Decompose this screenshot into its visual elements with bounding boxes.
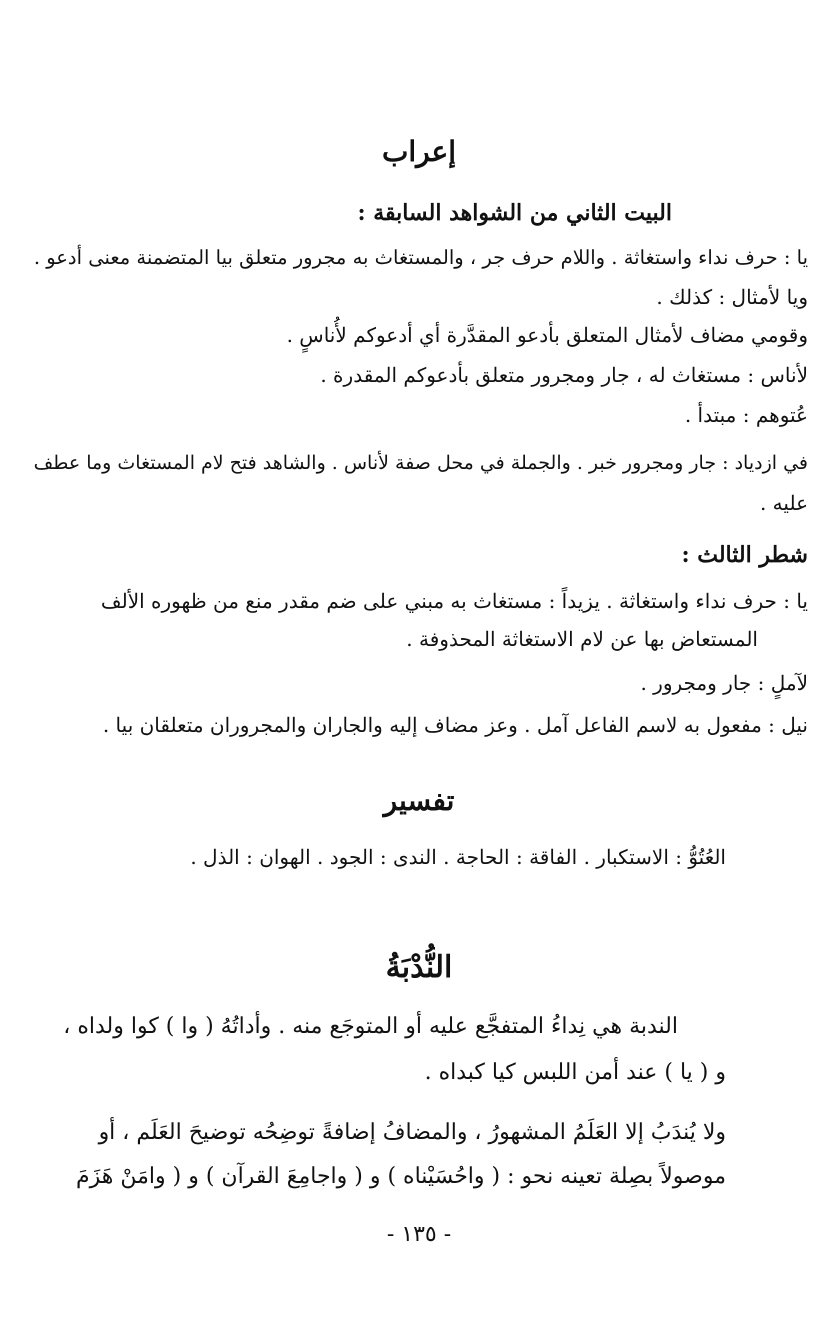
tafsir-line: العُتُوُّ : الاستكبار . الفاقة : الحاجة . الندى : الجود . الهوان : الذل .: [190, 845, 726, 869]
irab-line-6: في ازدياد : جار ومجرور خبر . والجملة في محل صفة لأناس . والشاهد فتح لام المستغاث وما عطف: [33, 452, 808, 474]
nudba-para2-line1: ولا يُندَبُ إلا العَلَمُ المشهورُ ، والمضافُ إضافةً توضِحُه توضيحَ العَلَم ، أو: [98, 1120, 726, 1145]
third-line-4: نيل : مفعول به لاسم الفاعل آمل . وعز مضاف إليه والجاران والمجروران متعلقان بيا .: [102, 713, 808, 737]
third-hemistich-heading: شطر الثالث :: [681, 542, 808, 568]
nudba-para1-line1: الندبة هي نِداءُ المتفجَّع عليه أو المتوجَع منه . وأداتُهُ ( وا ) كوا ولداه ،: [63, 1014, 678, 1039]
nudba-para1-line2: و ( يا ) عند أمن اللبس كيا كبداه .: [424, 1060, 726, 1085]
irab-line-5: عُتوهم : مبتدأ .: [684, 403, 808, 427]
irab-subheading: البيت الثاني من الشواهد السابقة :: [357, 200, 672, 226]
third-line-2: المستعاض بها عن لام الاستغاثة المحذوفة .: [406, 627, 758, 651]
third-line-1: يا : حرف نداء واستغاثة . يزيداً : مستغاث به مبني على ضم مقدر منع من ظهوره الألف: [100, 589, 808, 613]
irab-line-7: عليه .: [759, 491, 808, 515]
irab-line-1: يا : حرف نداء واستغاثة . واللام حرف جر ، والمستغاث به مجرور متعلق بيا المتضمنة معنى أدعو .: [33, 246, 808, 269]
third-line-3: لآملٍ : جار ومجرور .: [640, 671, 808, 695]
irab-line-3: وقومي مضاف لأمثال المتعلق بأدعو المقدَّرة أي أدعوكم لأُناسٍ .: [286, 323, 808, 347]
tafsir-heading: تفسير: [383, 784, 455, 817]
nudba-para2-line2: موصولاً بصِلة تعينه نحو : ( واحُسَيْناه ) و ( واجامِعَ القرآن ) و ( وامَنْ هَزَمَ: [76, 1164, 726, 1189]
page-number: - ١٣٥ -: [386, 1222, 452, 1247]
nudba-heading: النُّدْبَةُ: [385, 950, 453, 985]
irab-line-4: لأناس : مستغاث له ، جار ومجرور متعلق بأدعوكم المقدرة .: [320, 363, 808, 387]
irab-heading: إعراب: [381, 135, 457, 168]
irab-line-2: ويا لأمثال : كذلك .: [656, 285, 808, 309]
